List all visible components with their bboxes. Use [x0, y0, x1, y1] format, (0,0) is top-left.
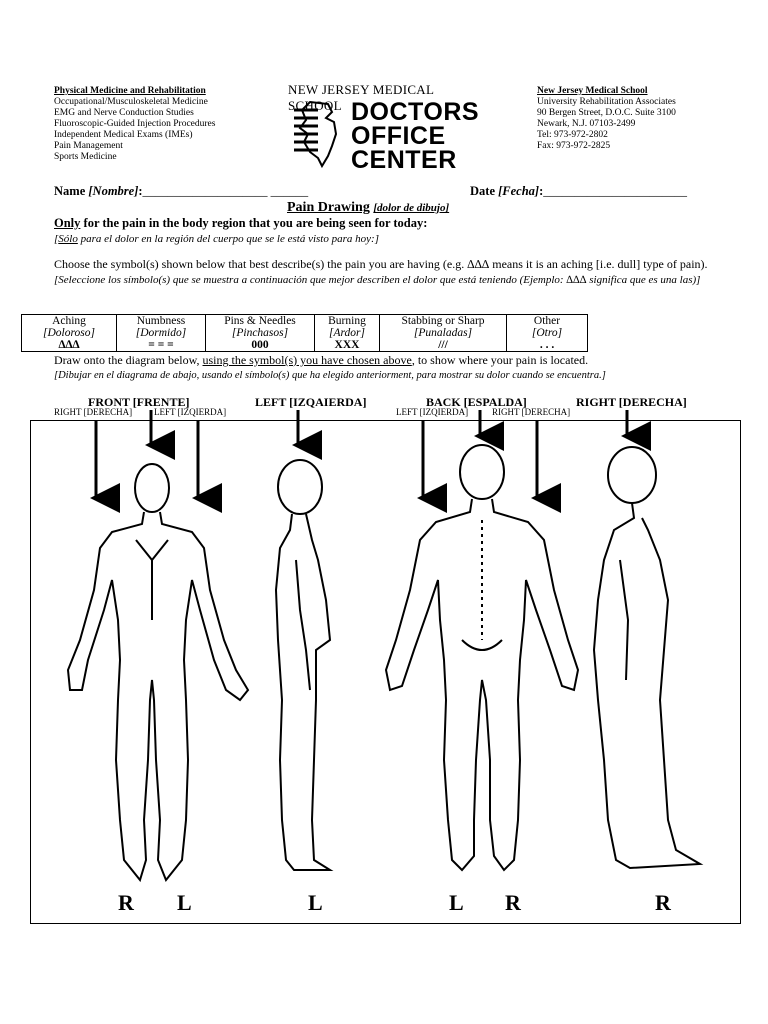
symbol-numbness: Numbness [Dormido] = = = [117, 315, 206, 352]
side-letter: R [655, 890, 671, 915]
address-title: New Jersey Medical School [537, 86, 648, 96]
phone: Tel: 973-972-2802 [537, 130, 608, 140]
right-side-body-figure[interactable] [594, 447, 700, 868]
instruction-choose: Choose the symbol(s) shown below that best describe(s) the pain you are having (e.g. ∆∆∆ means it is an aching [i.e. dull] type of pain). [Seleccione los símbolo(s) que se muestra a continuación que mejor describen el dolor que está teniendo (Ejemplo: ∆∆∆ significa que es una las)] [54, 257, 708, 286]
logo-word: CENTER [351, 146, 457, 174]
fax: Fax: 973-972-2825 [537, 141, 611, 151]
label-right: RIGHT [DERECHA] [576, 395, 687, 409]
symbol-aching: Aching [Doloroso] ∆∆∆ [22, 315, 117, 352]
symbol-burning: Burning [Ardor] XXX [315, 315, 380, 352]
symbol-stabbing: Stabbing or Sharp [Punaladas] /// [380, 315, 507, 352]
sub-label-back-right: RIGHT [DERECHA] [492, 407, 571, 417]
practice-title: Physical Medicine and Rehabilitation [54, 86, 206, 96]
back-body-figure[interactable] [386, 445, 578, 870]
service-item: Independent Medical Exams (IMEs) [54, 130, 193, 140]
service-item: EMG and Nerve Conduction Studies [54, 108, 194, 118]
arrows [96, 410, 627, 498]
page-title: Pain Drawing [dolor de dibujo] [287, 200, 450, 215]
side-letter: L [449, 890, 464, 915]
instruction-only-es: [Sólo para el dolor en la región del cuerpo que se le está visto para hoy:] [54, 233, 379, 245]
service-item: Occupational/Musculoskeletal Medicine [54, 97, 208, 107]
symbol-other: Other [Otro] . . . [507, 315, 588, 352]
service-item: Sports Medicine [54, 152, 117, 162]
sub-label-back-left: LEFT [IZQIERDA] [396, 407, 469, 417]
logo-word: DOCTORS [351, 98, 480, 126]
left-side-body-figure[interactable] [276, 460, 330, 870]
side-letter: R [118, 890, 134, 915]
address-line: University Rehabilitation Associates [537, 97, 676, 107]
draw-instruction: Draw onto the diagram below, using the symbol(s) you have chosen above, to show where your pain is located. [54, 353, 589, 367]
date-blank[interactable]: _______________________ [543, 184, 688, 198]
sub-label-front-right: RIGHT [DERECHA] [54, 407, 133, 417]
address-line: 90 Bergen Street, D.O.C. Suite 3100 [537, 108, 676, 118]
name-field[interactable]: Name [Nombre]:____________________ ______ [54, 184, 309, 198]
label-front: FRONT [FRENTE] [88, 395, 190, 409]
side-letter: R [505, 890, 521, 915]
instruction-only: Only for the pain in the body region that you are being seen for today: [54, 216, 428, 230]
side-letter: L [177, 890, 192, 915]
side-letter: L [308, 890, 323, 915]
label-back: BACK [ESPALDA] [426, 395, 527, 409]
logo-word: OFFICE [351, 122, 446, 150]
name-blank[interactable]: ____________________ ______ [142, 184, 309, 198]
service-item: Pain Management [54, 141, 123, 151]
draw-instruction-es: [Dibujar en el diagrama de abajo, usando el símbolo(s) que ha elegido anteriorment, para mostrar su dolor cuando se encuentra.] [54, 370, 606, 381]
sub-label-front-left: LEFT [IZQIERDA] [154, 407, 227, 417]
logo-school-name: NEW JERSEY MEDICAL SCHOOL [288, 82, 434, 113]
front-body-figure[interactable] [68, 464, 248, 880]
address-line: Newark, N.J. 07103-2499 [537, 119, 636, 129]
date-field[interactable]: Date [Fecha]:_______________________ [470, 184, 688, 198]
symbol-pins-needles: Pins & Needles [Pinchasos] 000 [206, 315, 315, 352]
label-left: LEFT [IZQAIERDA] [255, 395, 367, 409]
service-item: Fluoroscopic-Guided Injection Procedures [54, 119, 216, 129]
